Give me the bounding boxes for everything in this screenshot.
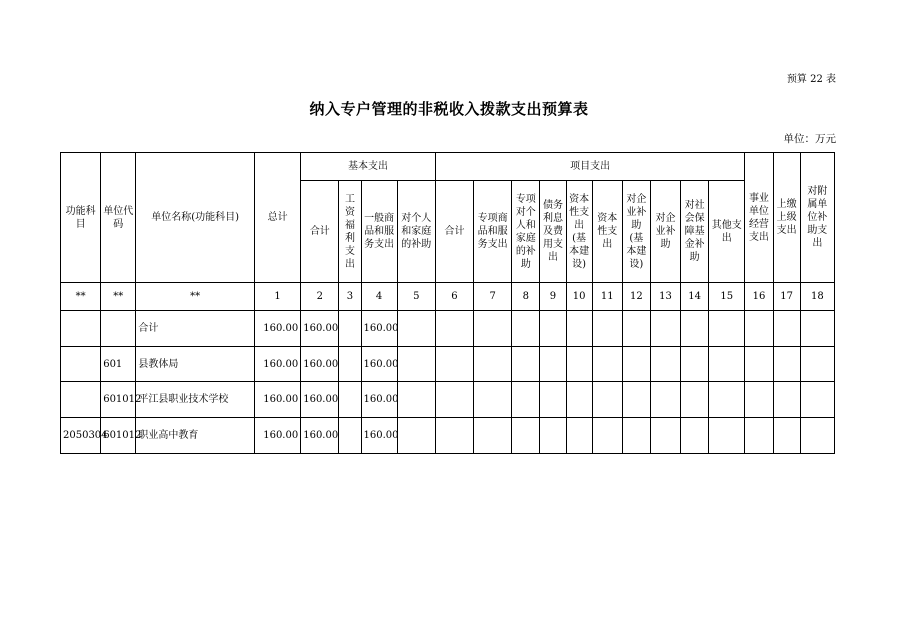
empty-cell (540, 347, 566, 382)
index-cell: 1 (254, 283, 300, 311)
empty-cell (339, 311, 361, 347)
basic-total-cell: 160.00 (301, 382, 339, 418)
empty-cell (435, 418, 473, 454)
empty-cell (709, 418, 745, 454)
empty-cell (339, 347, 361, 382)
empty-cell (474, 382, 512, 418)
header-basic-col: 对个人和家庭的补助 (397, 181, 435, 283)
goods-services-cell: 160.00 (361, 347, 397, 382)
empty-cell (540, 382, 566, 418)
index-cell: 3 (339, 283, 361, 311)
empty-cell (622, 311, 650, 347)
empty-cell (397, 347, 435, 382)
basic-total-cell: 160.00 (301, 311, 339, 347)
func-code-cell (61, 347, 101, 382)
empty-cell (800, 382, 834, 418)
total-cell: 160.00 (254, 418, 300, 454)
empty-cell (745, 311, 773, 347)
index-cell: 13 (650, 283, 680, 311)
page-title: 纳入专户管理的非税收入拨款支出预算表 (309, 100, 589, 118)
empty-cell (681, 382, 709, 418)
empty-cell (650, 418, 680, 454)
empty-cell (773, 347, 800, 382)
index-cell: 9 (540, 283, 566, 311)
header-project-col: 合计 (435, 181, 473, 283)
header-unit-name: 单位名称(功能科目) (136, 153, 255, 283)
empty-cell (512, 418, 540, 454)
empty-cell (435, 347, 473, 382)
func-code-cell: 2050304 (61, 418, 101, 454)
empty-cell (540, 418, 566, 454)
header-project-col: 资本性支出 (592, 181, 622, 283)
empty-cell (592, 382, 622, 418)
header-enterprise: 事业单位经营支出 (745, 153, 773, 283)
empty-cell (650, 347, 680, 382)
empty-cell (566, 418, 592, 454)
header-total: 总计 (254, 153, 300, 283)
index-cell: 10 (566, 283, 592, 311)
total-cell: 160.00 (254, 311, 300, 347)
header-func-code: 功能科目 (61, 153, 101, 283)
unit-name-cell: 合计 (136, 311, 255, 347)
empty-cell (592, 418, 622, 454)
empty-cell (800, 418, 834, 454)
unit-name-cell: 县教体局 (136, 347, 255, 382)
empty-cell (745, 382, 773, 418)
header-project-col: 专项对个人和家庭的补助 (512, 181, 540, 283)
empty-cell (397, 311, 435, 347)
empty-cell (592, 347, 622, 382)
func-code-cell (61, 382, 101, 418)
table-number: 预算 22 表 (786, 74, 836, 85)
empty-cell (474, 311, 512, 347)
budget-table (60, 152, 835, 454)
empty-cell (512, 382, 540, 418)
empty-cell (745, 418, 773, 454)
basic-total-cell: 160.00 (301, 347, 339, 382)
total-cell: 160.00 (254, 347, 300, 382)
empty-cell (474, 347, 512, 382)
index-cell: 11 (592, 283, 622, 311)
empty-cell (773, 382, 800, 418)
unit-code-cell (101, 311, 136, 347)
empty-cell (709, 311, 745, 347)
empty-cell (681, 347, 709, 382)
unit-code-cell: 601 (101, 347, 136, 382)
empty-cell (397, 382, 435, 418)
header-project-col: 专项商品和服务支出 (474, 181, 512, 283)
index-cell: 7 (474, 283, 512, 311)
empty-cell (622, 382, 650, 418)
index-cell: ** (61, 283, 101, 311)
basic-total-cell: 160.00 (301, 418, 339, 454)
header-unit-code: 单位代码 (101, 153, 136, 283)
header-superior: 上缴上级支出 (773, 153, 800, 283)
empty-cell (622, 347, 650, 382)
header-row-1 (61, 153, 835, 181)
header-basic-col: 合计 (301, 181, 339, 283)
header-project-col: 对社会保障基金补助 (681, 181, 709, 283)
total-cell: 160.00 (254, 382, 300, 418)
goods-services-cell: 160.00 (361, 311, 397, 347)
empty-cell (435, 382, 473, 418)
index-cell: 15 (709, 283, 745, 311)
header-project-col: 资本性支出(基本建设) (566, 181, 592, 283)
empty-cell (800, 311, 834, 347)
empty-cell (709, 347, 745, 382)
empty-cell (566, 347, 592, 382)
empty-cell (773, 418, 800, 454)
index-cell: 2 (301, 283, 339, 311)
empty-cell (339, 382, 361, 418)
empty-cell (592, 311, 622, 347)
table-row (61, 311, 835, 347)
header-project-col: 对企业补助 (650, 181, 680, 283)
index-cell: 14 (681, 283, 709, 311)
index-cell: 12 (622, 283, 650, 311)
index-cell: 6 (435, 283, 473, 311)
index-cell: 16 (745, 283, 773, 311)
empty-cell (622, 418, 650, 454)
unit-code-cell: 601012 (101, 382, 136, 418)
unit-code-cell: 601012 (101, 418, 136, 454)
index-cell: 4 (361, 283, 397, 311)
table-row (61, 382, 835, 418)
empty-cell (512, 311, 540, 347)
func-code-cell (61, 311, 101, 347)
header-project-col: 对企业补助(基本建设) (622, 181, 650, 283)
index-cell: 5 (397, 283, 435, 311)
goods-services-cell: 160.00 (361, 418, 397, 454)
table-row (61, 418, 835, 454)
empty-cell (435, 311, 473, 347)
empty-cell (800, 347, 834, 382)
empty-cell (339, 418, 361, 454)
empty-cell (773, 311, 800, 347)
header-project-group: 项目支出 (435, 153, 745, 181)
empty-cell (566, 382, 592, 418)
index-cell: 8 (512, 283, 540, 311)
empty-cell (745, 347, 773, 382)
unit-label: 单位：万元 (783, 133, 836, 145)
empty-cell (650, 382, 680, 418)
index-cell: 18 (800, 283, 834, 311)
empty-cell (512, 347, 540, 382)
header-basic-group: 基本支出 (301, 153, 436, 181)
empty-cell (709, 382, 745, 418)
index-cell: 17 (773, 283, 800, 311)
header-basic-col: 工资福利支出 (339, 181, 361, 283)
empty-cell (540, 311, 566, 347)
goods-services-cell: 160.00 (361, 382, 397, 418)
empty-cell (681, 418, 709, 454)
unit-name-cell: 职业高中教育 (136, 418, 255, 454)
empty-cell (397, 418, 435, 454)
empty-cell (566, 311, 592, 347)
header-project-col: 债务利息及费用支出 (540, 181, 566, 283)
header-basic-col: 一般商品和服务支出 (361, 181, 397, 283)
index-cell: ** (101, 283, 136, 311)
index-row (61, 283, 835, 311)
empty-cell (650, 311, 680, 347)
empty-cell (474, 418, 512, 454)
table-row (61, 347, 835, 382)
index-cell: ** (136, 283, 255, 311)
unit-name-cell: 平江县职业技术学校 (136, 382, 255, 418)
empty-cell (681, 311, 709, 347)
header-project-col: 其他支出 (709, 181, 745, 283)
header-subsidy: 对附属单位补助支出 (800, 153, 834, 283)
